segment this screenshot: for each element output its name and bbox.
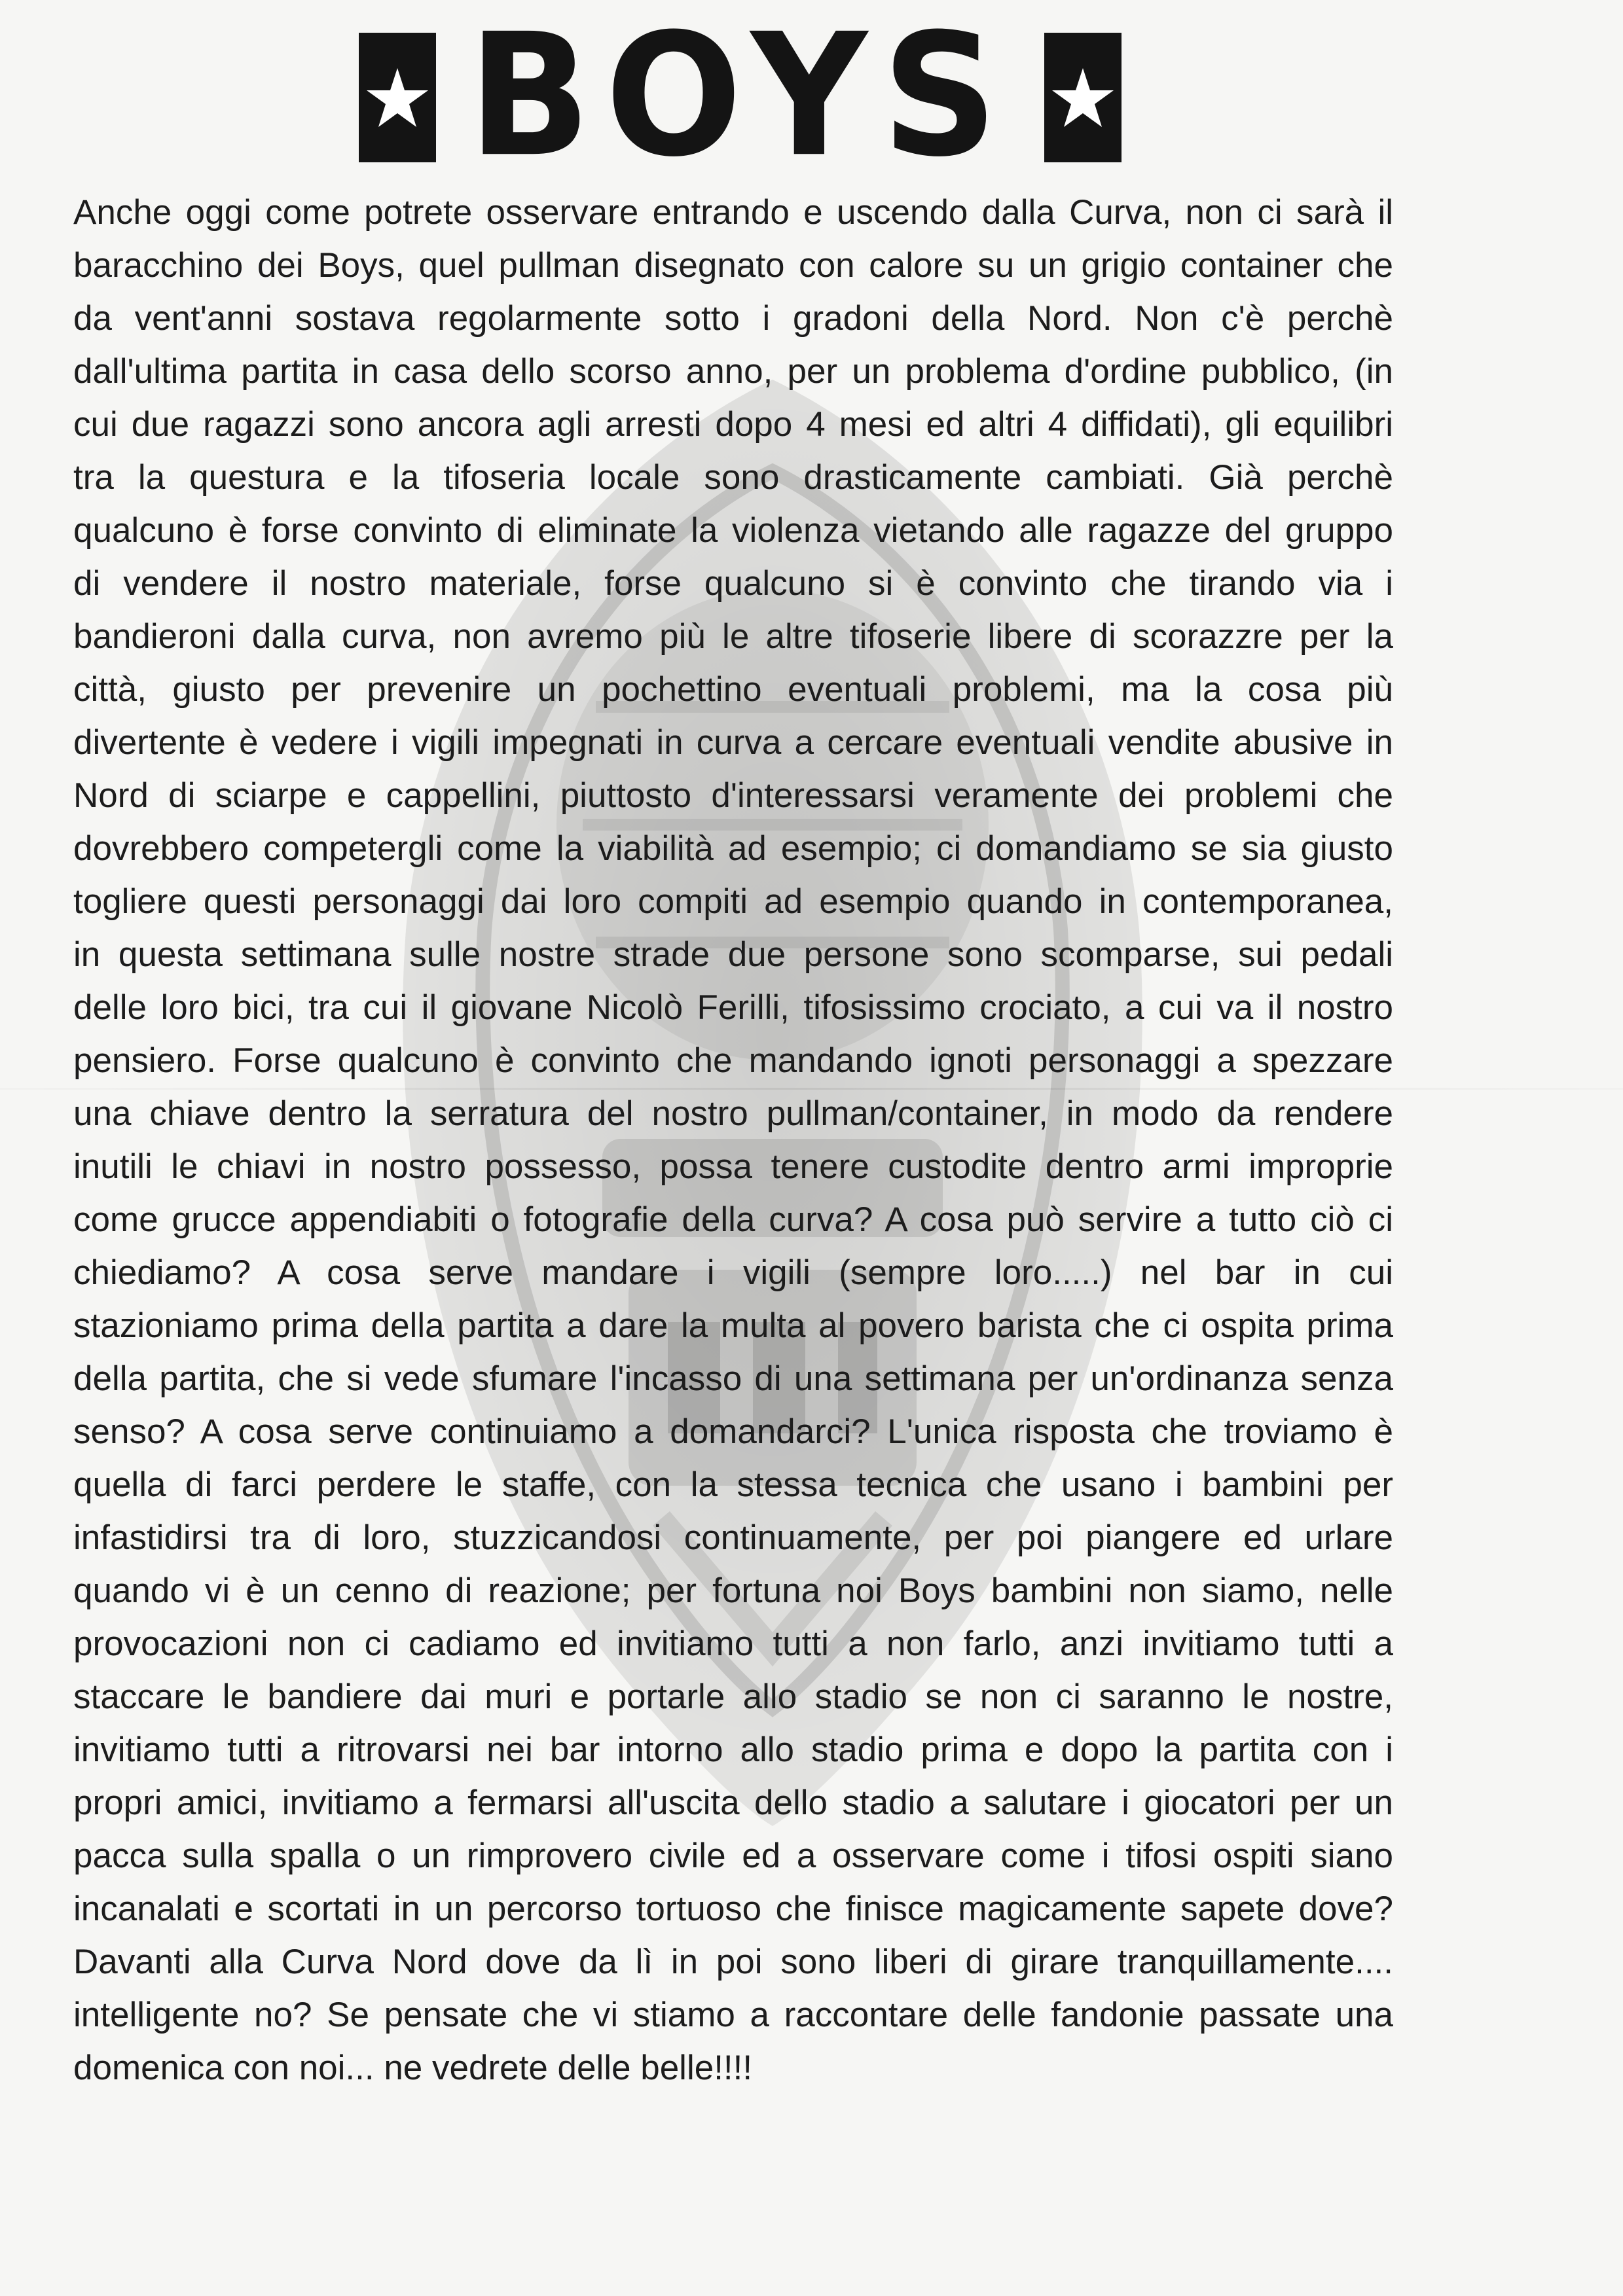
text-line: qualcuno è forse convinto di eliminate la violenza vietando alle ragazze del gruppo	[73, 511, 1393, 550]
text-line: dovrebbero competergli come la viabilità ad esempio; ci domandiamo se sia giusto	[73, 829, 1393, 868]
text-line: baracchino dei Boys, quel pullman disegnato con calore su un grigio container che	[73, 246, 1393, 285]
text-line: inutili le chiavi in nostro possesso, possa tenere custodite dentro armi improprie	[73, 1147, 1393, 1186]
text-line: chiediamo? A cosa serve mandare i vigili (sempre loro.....) nel bar in cui	[73, 1253, 1393, 1292]
text-line: togliere questi personaggi dai loro compiti ad esempio quando in contemporanea,	[73, 882, 1393, 921]
text-line: stazioniamo prima della partita a dare la multa al povero barista che ci ospita prima	[73, 1306, 1393, 1345]
text-line: di vendere il nostro materiale, forse qualcuno si è convinto che tirando via i	[73, 564, 1393, 603]
logo-star-box-right	[1044, 33, 1122, 162]
text-line: incanalati e scortati in un percorso tortuoso che finisce magicamente sapete dove?	[73, 1890, 1393, 1928]
text-line: domenica con noi... ne vedrete delle belle!!!!	[73, 2049, 753, 2087]
text-line: staccare le bandiere dai muri e portarle allo stadio se non ci saranno le nostre,	[73, 1677, 1393, 1716]
text-line: Davanti alla Curva Nord dove da lì in poi sono liberi di girare tranquillamente....	[73, 1943, 1393, 1981]
text-line: dall'ultima partita in casa dello scorso anno, per un problema d'ordine pubblico, (in	[73, 352, 1393, 391]
text-line: in questa settimana sulle nostre strade due persone sono scomparse, sui pedali	[73, 935, 1393, 974]
star-icon	[359, 33, 436, 162]
text-line: invitiamo tutti a ritrovarsi nei bar intorno allo stadio prima e dopo la partita con i	[73, 1731, 1393, 1769]
text-line: Nord di sciarpe e cappellini, piuttosto d'interessarsi veramente dei problemi che	[73, 776, 1393, 815]
flyer-body-text	[73, 186, 1393, 2094]
text-line: da vent'anni sostava regolarmente sotto i gradoni della Nord. Non c'è perchè	[73, 299, 1393, 338]
text-line: pacca sulla spalla o un rimprovero civile ed a osservare come i tifosi ospiti siano	[73, 1837, 1393, 1875]
text-line: provocazioni non ci cadiamo ed invitiamo tutti a non farlo, anzi invitiamo tutti a	[73, 1624, 1393, 1663]
star-icon	[1044, 33, 1122, 162]
text-line: divertente è vedere i vigili impegnati in curva a cercare eventuali vendite abusive in	[73, 723, 1393, 762]
text-line: quando vi è un cenno di reazione; per fortuna noi Boys bambini non siamo, nelle	[73, 1571, 1393, 1610]
logo-star-box-left	[359, 33, 436, 162]
text-line: Anche oggi come potrete osservare entrando e uscendo dalla Curva, non ci sarà il	[73, 193, 1393, 232]
text-line: della partita, che si vede sfumare l'incasso di una settimana per un'ordinanza senza	[73, 1359, 1393, 1398]
text-line: delle loro bici, tra cui il giovane Nicolò Ferilli, tifosissimo crociato, a cui va il nostro	[73, 988, 1393, 1027]
text-line: infastidirsi tra di loro, stuzzicandosi continuamente, per poi piangere ed urlare	[73, 1518, 1393, 1557]
boys-logo-header	[359, 0, 1122, 195]
text-line: senso? A cosa serve continuiamo a domandarci? L'unica risposta che troviamo è	[73, 1412, 1393, 1451]
text-line: propri amici, invitiamo a fermarsi all'uscita dello stadio a salutare i giocatori per un	[73, 1784, 1393, 1822]
text-line: come grucce appendiabiti o fotografie della curva? A cosa può servire a tutto ciò ci	[73, 1200, 1393, 1239]
text-line: città, giusto per prevenire un pochettino eventuali problemi, ma la cosa più	[73, 670, 1393, 709]
text-line: una chiave dentro la serratura del nostro pullman/container, in modo da rendere	[73, 1094, 1393, 1133]
text-line: tra la questura e la tifoseria locale sono drasticamente cambiati. Già perchè	[73, 458, 1393, 497]
logo-word: BOYS	[467, 0, 1013, 195]
text-line: quella di farci perdere le staffe, con la stessa tecnica che usano i bambini per	[73, 1465, 1393, 1504]
text-line: pensiero. Forse qualcuno è convinto che mandando ignoti personaggi a spezzare	[73, 1041, 1393, 1080]
text-line: intelligente no? Se pensate che vi stiamo a raccontare delle fandonie passate una	[73, 1996, 1393, 2034]
text-line: cui due ragazzi sono ancora agli arresti dopo 4 mesi ed altri 4 diffidati), gli equilibri	[73, 405, 1393, 444]
text-line: bandieroni dalla curva, non avremo più le altre tifoserie libere di scorazzre per la	[73, 617, 1393, 656]
